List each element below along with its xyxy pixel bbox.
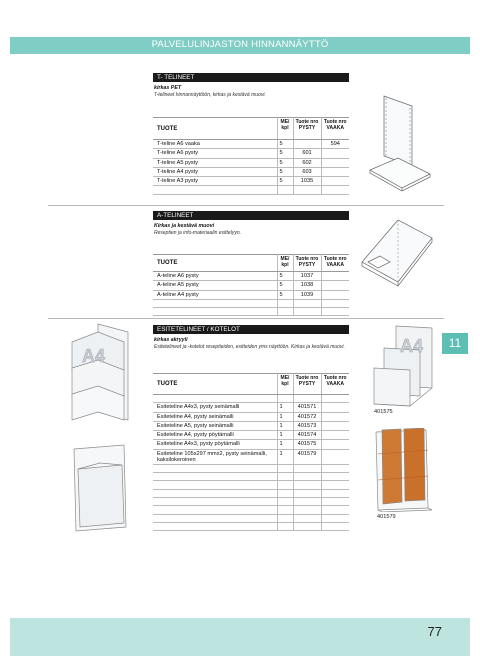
section-brochure-holders — [153, 325, 349, 350]
table-row — [153, 281, 349, 290]
product-name: Esiteteline A4, pysty seinämalli — [153, 412, 277, 421]
product-code-pysty: 401571 — [293, 403, 321, 412]
product-name: T-teline A6 pysty — [153, 149, 277, 158]
product-name: Esiteteline A4, pysty pöytämalli — [153, 431, 277, 440]
product-code-vaaka — [321, 281, 349, 290]
section-title: A-TELINEET — [153, 211, 349, 220]
col-vaaka: Tuote nro VAAKA — [321, 118, 349, 140]
a-stand-image — [358, 214, 438, 298]
section-description: Reseptien ja info-materiaalin esittelyyn. — [154, 230, 241, 236]
image-caption: 401579 — [377, 514, 396, 520]
page-number: 77 — [427, 624, 442, 639]
product-qty: 1 — [277, 431, 293, 440]
col-kpl: ME/ kpl — [277, 118, 293, 140]
product-name: A-teline A5 pysty — [153, 281, 277, 290]
table-header-row — [153, 374, 349, 395]
section-title: ESITETELINEET / KOTELOT — [153, 325, 349, 334]
product-qty: 5 — [277, 158, 293, 167]
product-qty: 5 — [277, 167, 293, 176]
header-banner — [10, 37, 470, 54]
col-pysty: Tuote nro PYSTY — [293, 118, 321, 140]
product-name: A-teline A4 pysty — [153, 290, 277, 299]
table-header-row — [153, 118, 349, 140]
product-code-pysty: 1039 — [293, 290, 321, 299]
brochure-pocket-image — [70, 443, 130, 533]
section-description: T-telineet hinnannäyttöön, kirkas ja kestävä muovi. — [154, 92, 266, 98]
brochure-holder-wall-image — [68, 322, 132, 422]
t-stand-image — [368, 92, 432, 192]
product-name: T-teline A5 pysty — [153, 158, 277, 167]
product-code-pysty: 1038 — [293, 281, 321, 290]
product-name: Esiteteline A4x3, pysty pöytämalli — [153, 440, 277, 449]
table-row-empty — [153, 481, 349, 489]
table-row — [153, 272, 349, 281]
table-row — [153, 440, 349, 449]
table-row — [153, 412, 349, 421]
two-pocket-holder-image — [374, 428, 434, 512]
table-row-empty — [153, 514, 349, 522]
table-row-empty — [153, 464, 349, 472]
table-row — [153, 149, 349, 158]
product-code-vaaka: 594 — [321, 140, 349, 149]
product-code-vaaka — [321, 177, 349, 186]
product-code-vaaka — [321, 290, 349, 299]
product-code-vaaka — [321, 149, 349, 158]
col-product: TUOTE — [153, 374, 277, 395]
product-table-brochure-holders — [153, 373, 349, 531]
product-code-vaaka — [321, 272, 349, 281]
page-title: PALVELULINJASTON HINNANNÄYTTÖ — [151, 39, 329, 50]
product-qty: 1 — [277, 440, 293, 449]
product-code-vaaka — [321, 167, 349, 176]
table-row-empty — [153, 299, 349, 307]
table-row — [153, 449, 349, 464]
col-kpl: ME/ kpl — [277, 374, 293, 395]
product-code-pysty: 401579 — [293, 449, 321, 464]
product-qty: 1 — [277, 421, 293, 430]
chapter-tab[interactable]: 11 — [442, 333, 468, 354]
brochure-holder-desk-image — [370, 322, 436, 408]
footer-banner — [10, 618, 470, 656]
product-code-pysty: 1037 — [293, 272, 321, 281]
table-row — [153, 167, 349, 176]
product-qty: 1 — [277, 412, 293, 421]
a4-label: A4 — [400, 336, 424, 356]
section-t-stands — [153, 73, 349, 98]
table-row-empty — [153, 522, 349, 530]
section-subtitle: kirkas akryyli — [154, 337, 188, 343]
table-row — [153, 290, 349, 299]
table-row-empty — [153, 186, 349, 194]
product-qty: 1 — [277, 449, 293, 464]
section-divider — [48, 318, 444, 319]
product-name: Esiteteline A4x3, pysty seinämalli — [153, 403, 277, 412]
product-code-pysty: 601 — [293, 149, 321, 158]
table-row-empty — [153, 308, 349, 316]
product-table-t-stands — [153, 117, 349, 195]
product-code-vaaka — [321, 412, 349, 421]
table-row-empty — [153, 395, 349, 403]
product-name: T-teline A4 pysty — [153, 167, 277, 176]
table-row — [153, 177, 349, 186]
table-row-empty — [153, 497, 349, 505]
col-product: TUOTE — [153, 118, 277, 140]
image-caption: 401575 — [374, 409, 393, 415]
col-product: TUOTE — [153, 255, 277, 272]
table-row — [153, 431, 349, 440]
product-code-vaaka — [321, 440, 349, 449]
product-name: A-teline A6 pysty — [153, 272, 277, 281]
col-kpl: ME/ kpl — [277, 255, 293, 272]
product-name: Esiteteline A5, pysty seinämalli — [153, 421, 277, 430]
product-code-pysty: 1035 — [293, 177, 321, 186]
col-vaaka: Tuote nro VAAKA — [321, 374, 349, 395]
product-qty: 5 — [277, 149, 293, 158]
product-code-vaaka — [321, 431, 349, 440]
table-row — [153, 421, 349, 430]
product-qty: 5 — [277, 290, 293, 299]
product-code-pysty: 401574 — [293, 431, 321, 440]
col-pysty: Tuote nro PYSTY — [293, 255, 321, 272]
product-code-pysty: 602 — [293, 158, 321, 167]
product-name: T-teline A3 pysty — [153, 177, 277, 186]
table-row — [153, 403, 349, 412]
product-code-vaaka — [321, 403, 349, 412]
product-code-pysty: 401573 — [293, 421, 321, 430]
section-divider — [48, 205, 444, 206]
product-code-pysty — [293, 140, 321, 149]
section-title: T- TELINEET — [153, 73, 349, 82]
product-qty: 5 — [277, 281, 293, 290]
product-code-vaaka — [321, 449, 349, 464]
product-code-vaaka — [321, 158, 349, 167]
product-code-pysty: 603 — [293, 167, 321, 176]
product-name: T-teline A6 vaaka — [153, 140, 277, 149]
product-qty: 1 — [277, 403, 293, 412]
a4-label: A4 — [82, 346, 106, 366]
table-row-empty — [153, 489, 349, 497]
table-row-empty — [153, 473, 349, 481]
col-vaaka: Tuote nro VAAKA — [321, 255, 349, 272]
table-row-empty — [153, 506, 349, 514]
product-code-vaaka — [321, 421, 349, 430]
section-description: Esitetelineet ja -kotelot reseptieiden, esitteiden yms näyttöön. Kirkas ja kestävä muovi. — [154, 344, 345, 350]
product-table-a-stands — [153, 254, 349, 316]
table-row — [153, 140, 349, 149]
product-code-pysty: 401575 — [293, 440, 321, 449]
section-subtitle: Kirkas ja kestävä muovi — [154, 223, 215, 229]
product-code-pysty: 401572 — [293, 412, 321, 421]
product-name: Esiteteline 105x297 mmx2, pysty seinämalli, kaksilokeroinen — [153, 449, 277, 464]
product-qty: 5 — [277, 177, 293, 186]
col-pysty: Tuote nro PYSTY — [293, 374, 321, 395]
product-qty: 5 — [277, 140, 293, 149]
table-row — [153, 158, 349, 167]
table-header-row — [153, 255, 349, 272]
product-qty: 5 — [277, 272, 293, 281]
section-subtitle: kirkas PET — [154, 85, 182, 91]
section-a-stands — [153, 211, 349, 236]
